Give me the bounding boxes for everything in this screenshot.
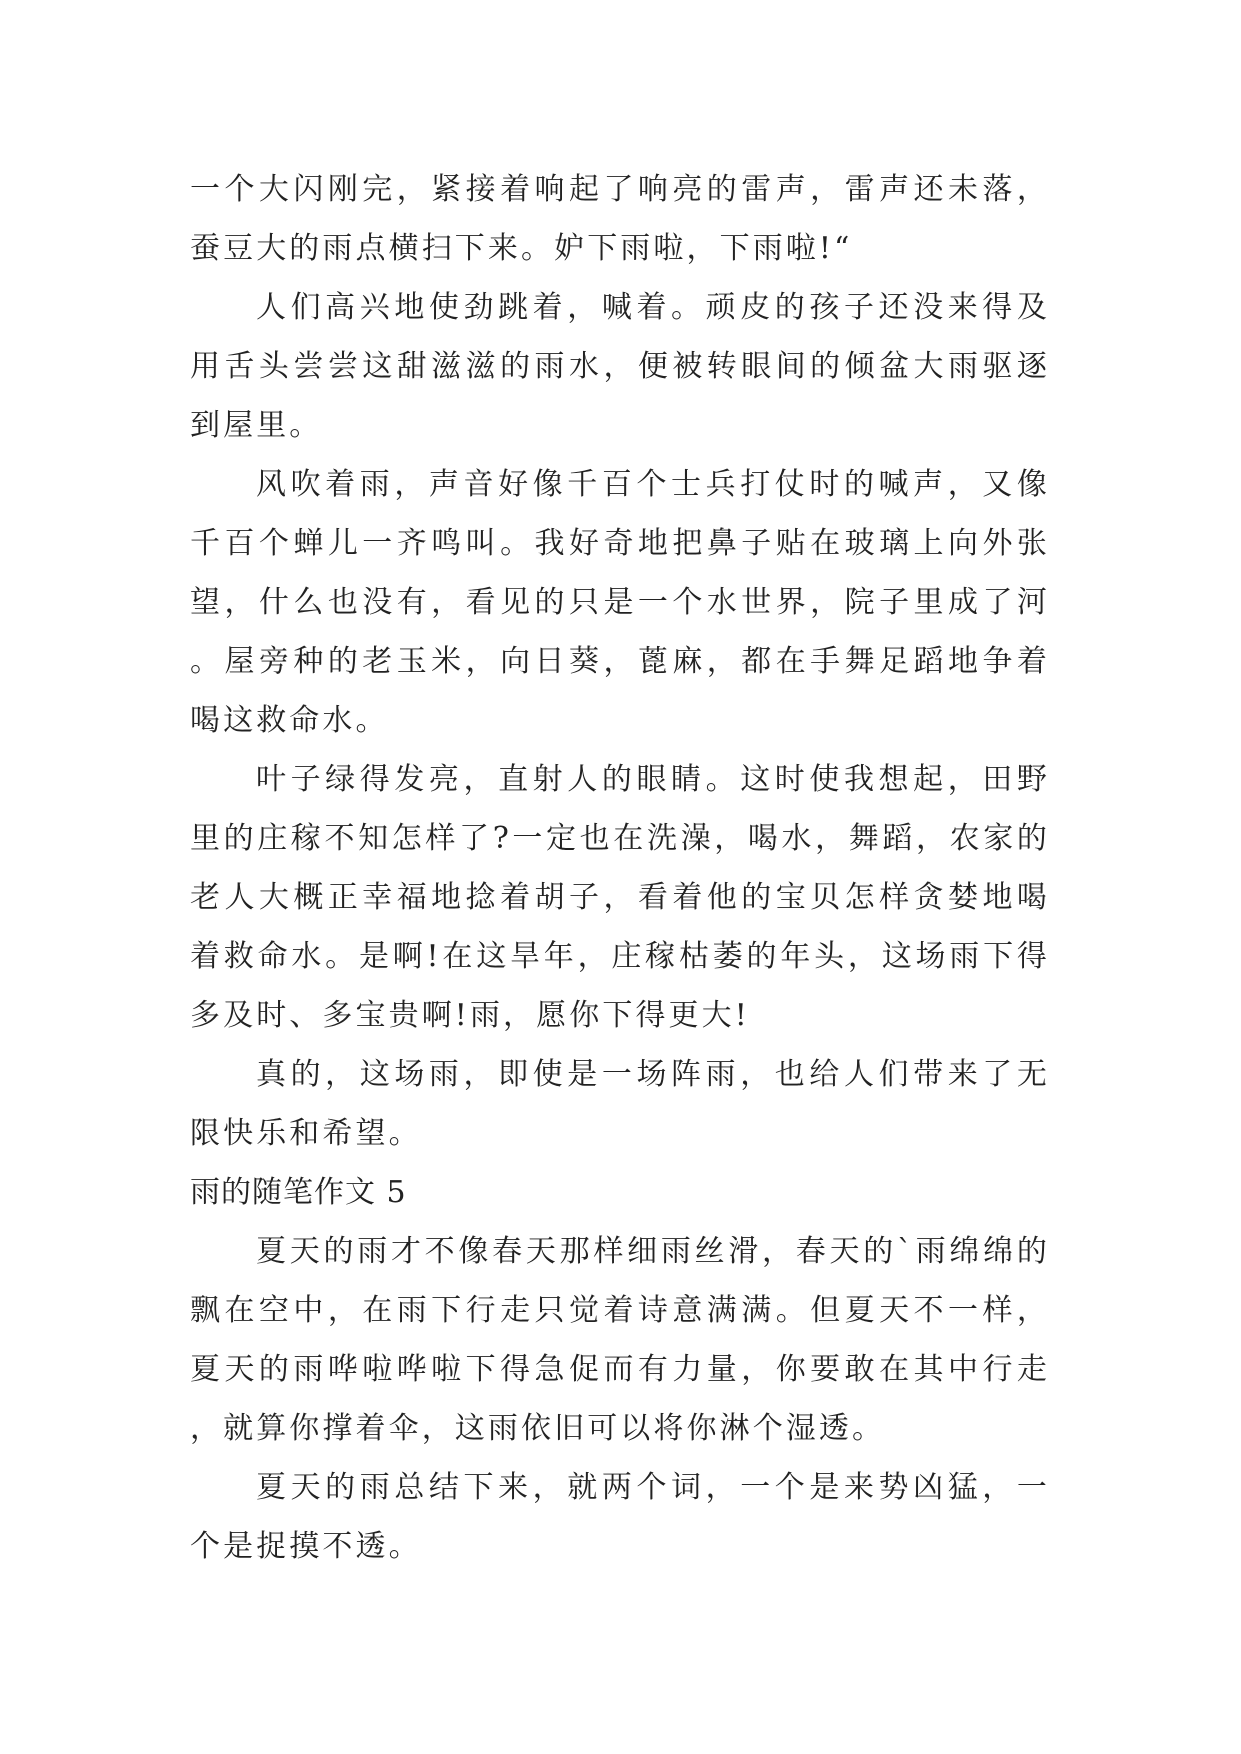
paragraph: 真的，这场雨，即使是一场阵雨，也给人们带来了无限快乐和希望。 (190, 1057, 1050, 1151)
paragraph: 夏天的雨才不像春天那样细雨丝滑，春天的`雨绵绵的飘在空中，在雨下行走只觉着诗意满满。但夏天不一样，夏天的雨哗啦哗啦下得急促而有力量，你要敢在其中行走，就算你撑着伞，这雨依旧可以将你淋个湿透。 (190, 1234, 1050, 1446)
document-page (190, 160, 1050, 1576)
section-title: 雨的随笔作文 5 (190, 1175, 407, 1210)
paragraph: 风吹着雨，声音好像千百个士兵打仗时的喊声，又像千百个蝉儿一齐鸣叫。我好奇地把鼻子贴在玻璃上向外张望，什么也没有，看见的只是一个水世界，院子里成了河。屋旁种的老玉米，向日葵，蓖麻，都在手舞足蹈地争着喝这救命水。 (190, 467, 1050, 738)
paragraph: 叶子绿得发亮，直射人的眼睛。这时使我想起，田野里的庄稼不知怎样了?一定也在洗澡，喝水，舞蹈，农家的老人大概正幸福地捻着胡子，看着他的宝贝怎样贪婪地喝着救命水。是啊!在这旱年，庄稼枯萎的年头，这场雨下得多及时、多宝贵啊!雨，愿你下得更大! (190, 762, 1050, 1033)
paragraph: 夏天的雨总结下来，就两个词，一个是来势凶猛，一个是捉摸不透。 (190, 1470, 1050, 1564)
paragraph: 人们高兴地使劲跳着，喊着。顽皮的孩子还没来得及用舌头尝尝这甜滋滋的雨水，便被转眼间的倾盆大雨驱逐到屋里。 (190, 290, 1050, 443)
paragraph: 一个大闪刚完，紧接着响起了响亮的雷声，雷声还未落，蚕豆大的雨点横扫下来。妒下雨啦，下雨啦!“ (190, 172, 1050, 266)
